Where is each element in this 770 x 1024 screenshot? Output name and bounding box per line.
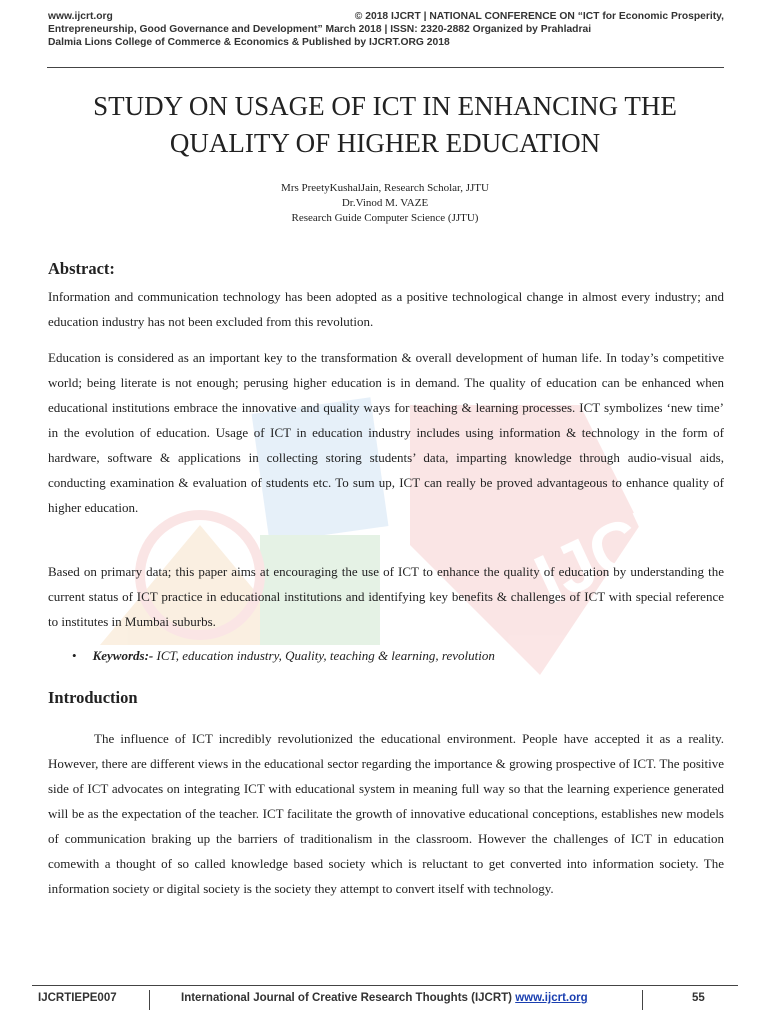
footer-journal-name: International Journal of Creative Research Thoughts (IJCRT) (181, 992, 516, 1004)
abstract-paragraph-1: Information and communication technology has been adopted as a positive technological change in almost every industry; and education industry has not been excluded from this revolution. (48, 289, 724, 329)
running-footer (32, 990, 738, 1012)
author-line3: Research Guide Computer Science (JJTU) (291, 212, 479, 224)
title-line2: QUALITY OF HIGHER EDUCATION (169, 128, 601, 158)
introduction-heading: Introduction (48, 688, 138, 707)
footer-separator (642, 990, 643, 1010)
keywords-line (72, 648, 495, 664)
watermark-text: IJCRT (523, 462, 740, 619)
author-block (0, 181, 770, 226)
abstract-heading: Abstract: (48, 259, 115, 278)
keywords-label: Keywords:- (92, 648, 154, 663)
header-divider (47, 67, 724, 68)
footer-paper-id: IJCRTIEPE007 (38, 992, 117, 1004)
running-header (48, 10, 724, 49)
abstract-paragraph-2: Education is considered as an important key to the transformation & overall development of human life. In today’s competitive world; being literate is not enough; perusing higher education is in demand. The quality of education can be enhanced when educational institutions embrace the innovative and quality ways for teaching & learning processes. ICT symbolizes ‘new time’ in the evolution of education. Usage of ICT in education industry includes using information & technology in the form of hardware, software & applications in collecting storing students’ data, imparting knowledge through audio-visual aids, conducting examination & evaluation of students etc. To sum up, ICT can really be proved advantageous to enhance quality of higher education. (48, 350, 724, 515)
author-line1: Mrs PreetyKushalJain, Research Scholar, JJTU (281, 182, 489, 194)
header-conference-line1: © 2018 IJCRT | NATIONAL CONFERENCE ON “ICT for Economic Prosperity, (354, 11, 724, 22)
footer-divider (32, 985, 738, 986)
header-site[interactable]: www.ijcrt.org (48, 11, 113, 22)
footer-link[interactable]: www.ijcrt.org (515, 992, 588, 1004)
title-line1: STUDY ON USAGE OF ICT IN ENHANCING THE (93, 91, 677, 121)
introduction-paragraph (48, 726, 724, 901)
abstract-paragraph-3: Based on primary data; this paper aims at encouraging the use of ICT to enhance the quality of education by understanding the current status of ICT practice in educational institutions and identifying key benefits & challenges of ICT with special reference to institutes in Mumbai suburbs. (48, 564, 724, 629)
keywords-text: ICT, education industry, Quality, teaching & learning, revolution (153, 648, 495, 663)
header-conference-line2: Entrepreneurship, Good Governance and Development” March 2018 | ISSN: 2320-2882 Organized by Prahladrai (48, 24, 592, 35)
author-line2: Dr.Vinod M. VAZE (341, 197, 429, 209)
introduction-text: The influence of ICT incredibly revolutionized the educational environment. People have accepted it as a reality. However, there are different views in the educational sector regarding the importance & growing prospective of ICT. The positive side of ICT advocates on integrating ICT with educational system in meaning full way so that the learning experience generated will be as the expectation of the teacher. ICT facilitate the growth of innovative educational conceptions, establishes new models of communication braking up the barriers of traditionalism in the classroom. However the challenges of ICT in education comewith a thought of so called knowledge based society which is reluctant to get converted into information society. The information society or digital society is the society they attempt to convert itself with technology. (48, 731, 724, 896)
page-number: 55 (692, 992, 705, 1004)
footer-journal (181, 992, 588, 1004)
bullet-icon: • (72, 648, 77, 663)
paper-title (40, 88, 730, 162)
footer-separator (149, 990, 150, 1010)
header-conference-line3: Dalmia Lions College of Commerce & Economics & Published by IJCRT.ORG 2018 (48, 37, 450, 48)
